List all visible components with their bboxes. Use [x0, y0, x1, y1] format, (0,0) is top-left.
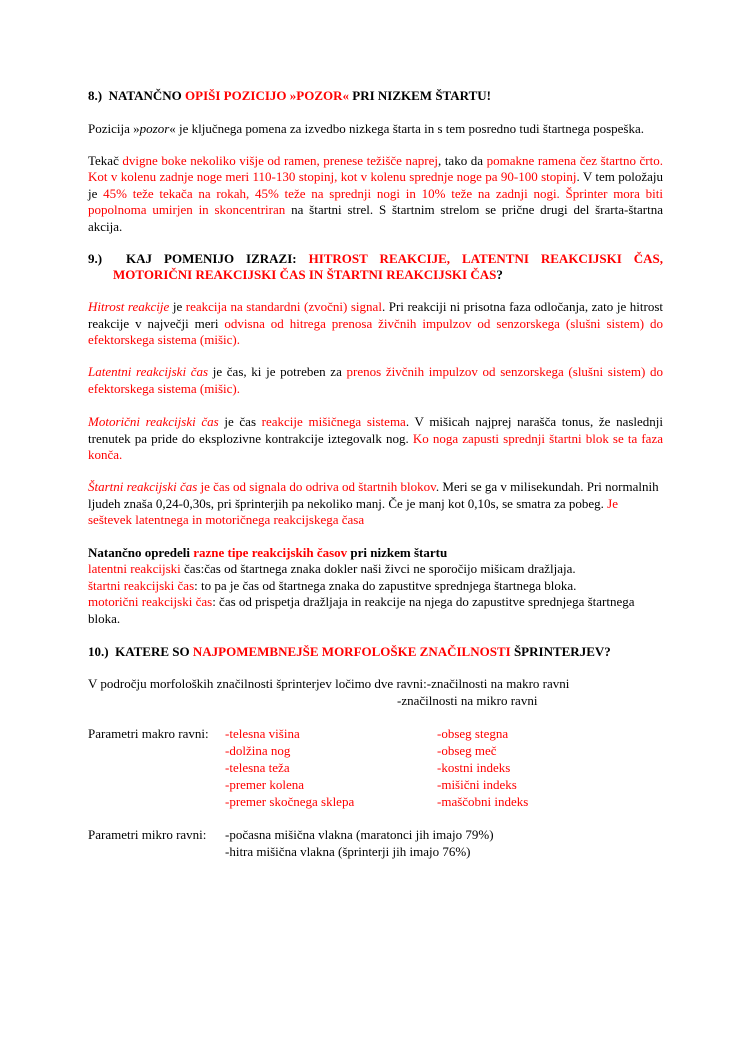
question-8-title-black-1: NATANČNO: [108, 88, 186, 103]
question-9-title-red: HITROST REAKCIJE, LATENTNI REAKCIJSKI ČAS, MOTORIČNI REAKCIJSKI ČAS IN ŠTARTNI REAKCIJSKI ČAS: [113, 251, 664, 282]
reaction-type-item: [88, 561, 663, 578]
reaction-type-item: [88, 578, 663, 595]
question-9-number: 9.): [88, 251, 103, 267]
p2-seg-a: je čas, ki je potreben za: [208, 364, 347, 380]
p3-seg-b: reakcije mišičnega sistema: [261, 414, 406, 430]
spacer: [88, 282, 663, 299]
type-1-desc: čas:čas od štartnega znaka dokler naši živci ne sporočijo mišicam dražljaja.: [180, 561, 576, 577]
spacer: [88, 397, 663, 414]
macro-parameter-row: [88, 743, 663, 760]
intro-text-a: Pozicija »: [88, 120, 140, 136]
body-seg-3: , tako da: [438, 153, 487, 168]
question-8-number: 8.): [88, 88, 103, 103]
macro-right-1: -obseg meč: [437, 743, 497, 759]
type-3-desc: : čas od prispetja dražljaja in reakcije na njega do zapustitve sprednjega štartnega bloka.: [88, 594, 635, 627]
macro-parameters-block: [88, 726, 663, 810]
spacer: [88, 137, 663, 153]
type-2-term: štartni reakcijski čas: [88, 577, 195, 593]
type-2-desc: : to pa je čas od štartnega znaka do zapustitve sprednjega štartnega bloka.: [194, 577, 577, 593]
macro-parameter-row: [88, 777, 663, 794]
spacer: [88, 709, 663, 726]
p3-seg-d: Ko noga zapusti sprednji štartni blok se ta faza konča.: [88, 430, 663, 463]
micro-parameter-row: [88, 844, 663, 861]
macro-left-4: -premer skočnega sklepa: [225, 793, 355, 809]
micro-parameters-block: [88, 827, 663, 861]
micro-value-0: -počasna mišična vlakna (maratonci jih imajo 79%): [225, 827, 494, 843]
spacer: [88, 659, 663, 676]
p3-seg-a: je čas: [218, 414, 262, 430]
micro-value-1: -hitra mišična vlakna (šprinterji jih imajo 76%): [225, 844, 471, 860]
question-10-title-black-2: ŠPRINTERJEV?: [510, 643, 611, 659]
macro-parameter-row: [88, 726, 663, 743]
p1-seg-a: je: [169, 299, 186, 315]
spacer: [88, 810, 663, 827]
question-8-title-red-1: OPIŠI POZICIJO »: [185, 88, 297, 103]
spacer: [88, 463, 663, 479]
question-8-heading: [88, 88, 663, 104]
macro-parameter-row: [88, 760, 663, 777]
macro-left-2: -telesna teža: [225, 760, 290, 776]
p2-seg-b: prenos živčnih impulzov od senzorskega (slušni sistem) do efektorskega sistema (mišic).: [88, 364, 663, 396]
intro-text-c: « je ključnega pomena za izvedbo nizkega štarta in s tem posredno tudi štartnega pospeška.: [169, 120, 644, 136]
question-8-title-red-2: «: [342, 88, 350, 103]
q10-intro-line-2: -značilnosti na mikro ravni: [397, 692, 538, 708]
p4-seg-c: Je seštevek latentnega in motoričnega reakcijskega časa: [88, 495, 619, 528]
macro-right-4: -maščobni indeks: [437, 793, 529, 809]
macro-parameter-row: [88, 794, 663, 811]
latentni-reakcijski-cas-paragraph: [88, 364, 663, 397]
motoricni-reakcijski-cas-term: Motorični reakcijski čas: [88, 414, 219, 430]
question-8-intro-paragraph: [88, 121, 663, 137]
question-8-title-black-2: PRI NIZKEM ŠTARTU!: [349, 88, 491, 103]
hitrost-reakcije-term: Hitrost reakcije: [88, 299, 170, 315]
p1-seg-d: odvisna od hitrega prenosa živčnih impulzov od senzorskega (slušni sistem) do efektorskega sistema (mišic).: [88, 315, 663, 348]
subhead-seg-c: pri nizkem štartu: [347, 544, 448, 560]
macro-left-3: -premer kolena: [225, 776, 305, 792]
spacer: [88, 628, 663, 644]
body-seg-4: pomakne ramena čez štartno črto. Kot v kolenu zadnje noge meri 110-130 stopinj, kot v kolenu sprednje noge pa 90-100 stopinj: [88, 153, 663, 185]
subhead-seg-a: Natančno opredeli: [88, 544, 194, 560]
q10-intro-line-1: V področju morfoloških značilnosti šprinterjev ločimo dve ravni:-značilnosti na makro ravni: [88, 676, 570, 692]
p4-seg-b: . Meri se ga v milisekundah. Pri normalnih ljudeh znaša 0,24-0,30s, pri šprinterjih pa nekoliko manj. Če je manj kot 0,10s, se smatra za pobeg.: [88, 479, 659, 511]
startni-reakcijski-cas-term: Štartni reakcijski čas: [88, 479, 198, 495]
macro-right-3: -mišični indeks: [437, 776, 517, 792]
p3-seg-c: . V mišicah najprej narašča tonus, že naslednji trenutek pa pride do eksplozivne kontrakcije iztegovalk nog.: [88, 414, 664, 446]
micro-lead-label: Parametri mikro ravni:: [88, 827, 207, 843]
reaction-type-item: [88, 594, 663, 627]
question-8-title-red-pozor: POZOR: [296, 88, 343, 103]
startni-reakcijski-cas-paragraph: [88, 479, 663, 528]
body-seg-6: 45% teže tekača na rokah, 45% teže na sprednji nogi in 10% teže na zadnji nogi. Šprinter mora biti popolnoma umirjen in skoncentriran: [88, 185, 663, 218]
spacer: [88, 235, 663, 251]
body-seg-2: dvigne boke nekoliko višje od ramen, prenese težišče naprej: [122, 153, 438, 168]
type-3-term: motorični reakcijski čas: [88, 594, 213, 610]
micro-parameter-row: [88, 827, 663, 844]
question-8-body-paragraph: [88, 153, 663, 235]
question-10-number: 10.): [88, 643, 109, 659]
hitrost-reakcije-paragraph: [88, 299, 663, 348]
question-9-title-black-1: KAJ POMENIJO IZRAZI:: [126, 251, 309, 267]
question-9-title-black-2: ?: [496, 266, 503, 282]
p1-seg-b: reakcija na standardni (zvočni) signal: [185, 299, 382, 315]
macro-left-1: -dolžina nog: [225, 743, 291, 759]
spacer: [88, 104, 663, 121]
macro-right-0: -obseg stegna: [437, 726, 509, 742]
p1-seg-c: . Pri reakciji ni prisotna faza odločanja, zato je hitrost reakcije v največji meri: [88, 299, 663, 331]
p4-seg-a: je čas od signala do odriva od štartnih blokov: [197, 479, 436, 495]
body-seg-1: Tekač: [88, 153, 123, 168]
body-seg-5: . V tem položaju je: [88, 169, 663, 201]
macro-right-2: -kostni indeks: [437, 760, 511, 776]
macro-left-0: -telesna višina: [225, 726, 300, 742]
question-9-heading: [88, 251, 663, 282]
subhead-seg-b: razne tipe reakcijskih časov: [193, 544, 348, 560]
latentni-reakcijski-cas-term: Latentni reakcijski čas: [88, 364, 209, 380]
question-10-title-red: NAJPOMEMBNEJŠE MORFOLOŠKE ZNAČILNOSTI: [192, 643, 511, 659]
question-10-heading: [88, 644, 663, 660]
motoricni-reakcijski-cas-paragraph: [88, 414, 663, 463]
spacer: [88, 348, 663, 364]
type-1-term: latentni reakcijski: [88, 561, 181, 577]
macro-lead-label: Parametri makro ravni:: [88, 726, 209, 742]
natancno-opredeli-subheading: [88, 545, 663, 562]
spacer: [88, 529, 663, 545]
body-seg-7: na štartni strel. S štartnim strelom se prične drugi del šrarta-štartna akcija.: [88, 202, 663, 234]
intro-text-italic: pozor: [139, 120, 170, 136]
question-10-title-black-1: KATERE SO: [115, 643, 193, 659]
